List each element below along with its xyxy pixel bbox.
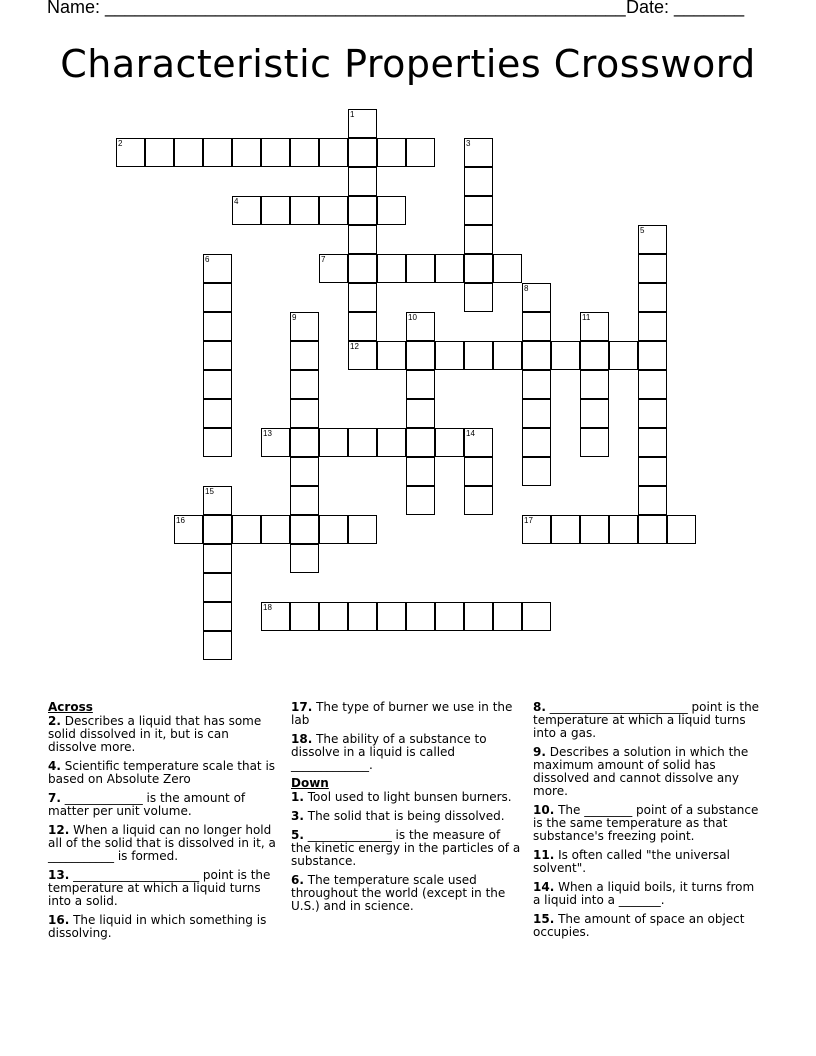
- clue-text: The solid that is being dissolved.: [303, 809, 505, 823]
- grid-cell[interactable]: [493, 341, 522, 370]
- clue-text: Describes a liquid that has some solid dissolved in it, but is can dissolve more.: [48, 714, 262, 754]
- grid-cell[interactable]: [464, 486, 493, 515]
- grid-cell[interactable]: [435, 341, 464, 370]
- clue-number: 5.: [291, 828, 304, 842]
- clue-text: ______________ is the measure of the kinetic energy in the particles of a substance.: [291, 828, 521, 868]
- grid-cell[interactable]: [406, 602, 435, 631]
- grid-cell[interactable]: [522, 457, 551, 486]
- grid-cell[interactable]: [348, 428, 377, 457]
- grid-cell[interactable]: [406, 486, 435, 515]
- clue-number-label: 1: [350, 110, 355, 119]
- grid-cell[interactable]: [638, 428, 667, 457]
- grid-cell[interactable]: [464, 138, 493, 167]
- grid-cell[interactable]: [435, 602, 464, 631]
- grid-cell[interactable]: [522, 370, 551, 399]
- grid-cell[interactable]: [638, 457, 667, 486]
- grid-cell[interactable]: [464, 341, 493, 370]
- grid-cell[interactable]: [406, 341, 435, 370]
- clue-number: 11.: [533, 848, 555, 862]
- clue-number: 18.: [291, 732, 313, 746]
- clue-number-label: 8: [524, 284, 529, 293]
- grid-cell[interactable]: [290, 196, 319, 225]
- grid-cell[interactable]: [203, 602, 232, 631]
- clue-text: Scientific temperature scale that is based on Absolute Zero: [48, 759, 276, 786]
- clue-number-label: 9: [292, 313, 297, 322]
- grid-cell[interactable]: [290, 370, 319, 399]
- grid-cell[interactable]: [609, 341, 638, 370]
- clue-number: 8.: [533, 700, 546, 714]
- grid-cell[interactable]: [522, 515, 551, 544]
- clue-item: [291, 791, 523, 804]
- grid-cell[interactable]: [290, 428, 319, 457]
- grid-cell[interactable]: [174, 138, 203, 167]
- grid-cell[interactable]: [203, 254, 232, 283]
- clue-item: [533, 913, 765, 939]
- grid-cell[interactable]: [348, 196, 377, 225]
- grid-cell[interactable]: [261, 196, 290, 225]
- grid-cell[interactable]: [145, 138, 174, 167]
- grid-cell[interactable]: [348, 167, 377, 196]
- grid-cell[interactable]: [522, 283, 551, 312]
- clue-item: [291, 701, 523, 727]
- grid-cell[interactable]: [406, 370, 435, 399]
- grid-cell[interactable]: [319, 196, 348, 225]
- clue-item: [48, 914, 280, 940]
- clue-number: 12.: [48, 823, 70, 837]
- clue-item: [291, 874, 523, 913]
- grid-cell[interactable]: [522, 312, 551, 341]
- grid-cell[interactable]: [464, 457, 493, 486]
- clue-number-label: 6: [205, 255, 210, 264]
- grid-cell[interactable]: [203, 341, 232, 370]
- clue-text: Is often called "the universal solvent".: [533, 848, 730, 875]
- clue-number: 9.: [533, 745, 546, 759]
- grid-cell[interactable]: [638, 254, 667, 283]
- clue-text: _______________________ point is the temperature at which a liquid turns into a gas.: [533, 700, 760, 740]
- grid-cell[interactable]: [261, 138, 290, 167]
- grid-cell[interactable]: [638, 283, 667, 312]
- clue-number-label: 2: [118, 139, 123, 148]
- grid-cell[interactable]: [522, 341, 551, 370]
- clue-number-label: 5: [640, 226, 645, 235]
- clue-text: The type of burner we use in the lab: [291, 700, 513, 727]
- grid-cell[interactable]: [203, 573, 232, 602]
- grid-cell[interactable]: [638, 312, 667, 341]
- clue-number: 6.: [291, 873, 304, 887]
- down-clue-list: [291, 791, 523, 913]
- clue-number-label: 3: [466, 139, 471, 148]
- clues-column-2: [291, 701, 523, 919]
- grid-cell[interactable]: [232, 515, 261, 544]
- grid-cell[interactable]: [580, 515, 609, 544]
- grid-cell[interactable]: [406, 312, 435, 341]
- across-clue-list-continued: [291, 701, 523, 772]
- clue-item: [291, 810, 523, 823]
- grid-cell[interactable]: [406, 254, 435, 283]
- grid-cell[interactable]: [551, 341, 580, 370]
- grid-cell[interactable]: [203, 138, 232, 167]
- clues-column-1: [48, 701, 280, 946]
- clue-item: [533, 746, 765, 798]
- grid-cell[interactable]: [290, 138, 319, 167]
- clue-number: 15.: [533, 912, 555, 926]
- down-heading: Down: [291, 776, 329, 790]
- grid-cell[interactable]: [464, 167, 493, 196]
- clue-number-label: 18: [263, 603, 272, 612]
- grid-cell[interactable]: [377, 602, 406, 631]
- grid-cell[interactable]: [261, 515, 290, 544]
- down-clue-list-continued: [533, 701, 765, 939]
- grid-cell[interactable]: [464, 254, 493, 283]
- grid-cell[interactable]: [638, 341, 667, 370]
- clue-text: When a liquid boils, it turns from a liquid into a _______.: [533, 880, 755, 907]
- grid-cell[interactable]: [580, 399, 609, 428]
- grid-cell[interactable]: [319, 602, 348, 631]
- grid-cell[interactable]: [290, 544, 319, 573]
- grid-cell[interactable]: [203, 312, 232, 341]
- clue-text: The liquid in which something is dissolving.: [48, 913, 267, 940]
- clue-text: _____________ is the amount of matter per unit volume.: [48, 791, 246, 818]
- grid-cell[interactable]: [290, 341, 319, 370]
- clue-number: 4.: [48, 759, 61, 773]
- date-field-label: Date: _______: [626, 0, 745, 17]
- grid-cell[interactable]: [290, 486, 319, 515]
- grid-cell[interactable]: [464, 196, 493, 225]
- grid-cell[interactable]: [203, 428, 232, 457]
- grid-cell[interactable]: [203, 631, 232, 660]
- clue-item: [48, 824, 280, 863]
- grid-cell[interactable]: [348, 109, 377, 138]
- grid-cell[interactable]: [232, 138, 261, 167]
- grid-cell[interactable]: [464, 428, 493, 457]
- grid-cell[interactable]: [203, 515, 232, 544]
- clue-number-label: 10: [408, 313, 417, 322]
- clue-item: [48, 715, 280, 754]
- clue-item: [533, 881, 765, 907]
- clue-item: [533, 849, 765, 875]
- grid-cell[interactable]: [377, 138, 406, 167]
- grid-cell[interactable]: [290, 399, 319, 428]
- grid-cell[interactable]: [580, 341, 609, 370]
- grid-cell[interactable]: [319, 254, 348, 283]
- grid-cell[interactable]: [638, 370, 667, 399]
- grid-cell[interactable]: [232, 196, 261, 225]
- clue-item: [291, 733, 523, 772]
- clue-number-label: 17: [524, 516, 533, 525]
- clues-column-3: [533, 701, 765, 945]
- grid-cell[interactable]: [406, 138, 435, 167]
- grid-cell[interactable]: [435, 254, 464, 283]
- grid-cell[interactable]: [435, 428, 464, 457]
- clue-item: [48, 792, 280, 818]
- clue-item: [48, 869, 280, 908]
- grid-cell[interactable]: [522, 602, 551, 631]
- across-clue-list: [48, 715, 280, 940]
- grid-cell[interactable]: [319, 138, 348, 167]
- clue-text: The temperature scale used throughout the world (except in the U.S.) and in science.: [291, 873, 506, 913]
- grid-cell[interactable]: [319, 515, 348, 544]
- clue-text: _____________________ point is the temperature at which a liquid turns into a solid.: [48, 868, 271, 908]
- grid-cell[interactable]: [290, 457, 319, 486]
- clue-number: 17.: [291, 700, 313, 714]
- grid-cell[interactable]: [377, 341, 406, 370]
- grid-cell[interactable]: [464, 225, 493, 254]
- clue-item: [533, 701, 765, 740]
- clue-number: 2.: [48, 714, 61, 728]
- grid-cell[interactable]: [290, 312, 319, 341]
- clue-text: The ability of a substance to dissolve in a liquid is called _____________.: [291, 732, 487, 772]
- grid-cell[interactable]: [638, 399, 667, 428]
- clue-number-label: 15: [205, 487, 214, 496]
- grid-cell[interactable]: [290, 602, 319, 631]
- grid-cell[interactable]: [348, 602, 377, 631]
- clue-number-label: 16: [176, 516, 185, 525]
- grid-cell[interactable]: [638, 515, 667, 544]
- clue-number-label: 13: [263, 429, 272, 438]
- grid-cell[interactable]: [377, 254, 406, 283]
- grid-cell[interactable]: [406, 428, 435, 457]
- clue-text: Tool used to light bunsen burners.: [303, 790, 512, 804]
- clue-number-label: 7: [321, 255, 326, 264]
- grid-cell[interactable]: [464, 602, 493, 631]
- clue-number: 13.: [48, 868, 70, 882]
- grid-cell[interactable]: [203, 370, 232, 399]
- grid-cell[interactable]: [580, 428, 609, 457]
- clue-number-label: 12: [350, 342, 359, 351]
- grid-cell[interactable]: [493, 602, 522, 631]
- grid-cell[interactable]: [348, 138, 377, 167]
- grid-cell[interactable]: [377, 428, 406, 457]
- grid-cell[interactable]: [377, 196, 406, 225]
- grid-cell[interactable]: [406, 399, 435, 428]
- grid-cell[interactable]: [493, 254, 522, 283]
- grid-cell[interactable]: [203, 544, 232, 573]
- clue-number-label: 4: [234, 197, 239, 206]
- grid-cell[interactable]: [580, 312, 609, 341]
- page-title: Characteristic Properties Crossword: [60, 42, 756, 86]
- grid-cell[interactable]: [406, 457, 435, 486]
- clue-item: [48, 760, 280, 786]
- clue-item: [291, 829, 523, 868]
- clue-text: When a liquid can no longer hold all of the solid that is dissolved in it, a ___________ is formed.: [48, 823, 276, 863]
- name-field-label: Name: ____________________________________________________: [47, 0, 626, 17]
- grid-cell[interactable]: [348, 312, 377, 341]
- clue-number: 10.: [533, 803, 555, 817]
- clue-number: 16.: [48, 913, 70, 927]
- grid-cell[interactable]: [638, 486, 667, 515]
- clue-number: 1.: [291, 790, 304, 804]
- grid-cell[interactable]: [116, 138, 145, 167]
- clue-number-label: 11: [582, 313, 591, 322]
- clue-number: 7.: [48, 791, 61, 805]
- grid-cell[interactable]: [348, 515, 377, 544]
- grid-cell[interactable]: [551, 515, 580, 544]
- grid-cell[interactable]: [522, 428, 551, 457]
- grid-cell[interactable]: [667, 515, 696, 544]
- grid-cell[interactable]: [174, 515, 203, 544]
- clue-number: 14.: [533, 880, 555, 894]
- grid-cell[interactable]: [203, 283, 232, 312]
- grid-cell[interactable]: [638, 225, 667, 254]
- clue-text: The ________ point of a substance is the same temperature as that substance's freezing point.: [533, 803, 759, 843]
- grid-cell[interactable]: [203, 399, 232, 428]
- grid-cell[interactable]: [261, 602, 290, 631]
- clue-text: The amount of space an object occupies.: [533, 912, 745, 939]
- grid-cell[interactable]: [522, 399, 551, 428]
- grid-cell[interactable]: [348, 341, 377, 370]
- clue-text: Describes a solution in which the maximum amount of solid has dissolved and cannot dissolve any more.: [533, 745, 749, 798]
- grid-cell[interactable]: [348, 254, 377, 283]
- grid-cell[interactable]: [348, 283, 377, 312]
- grid-cell[interactable]: [319, 428, 348, 457]
- grid-cell[interactable]: [203, 486, 232, 515]
- across-heading: Across: [48, 700, 93, 714]
- clue-item: [533, 804, 765, 843]
- grid-cell[interactable]: [609, 515, 638, 544]
- clue-number: 3.: [291, 809, 304, 823]
- clue-number-label: 14: [466, 429, 475, 438]
- grid-cell[interactable]: [290, 515, 319, 544]
- grid-cell[interactable]: [261, 428, 290, 457]
- grid-cell[interactable]: [464, 283, 493, 312]
- grid-cell[interactable]: [580, 370, 609, 399]
- grid-cell[interactable]: [348, 225, 377, 254]
